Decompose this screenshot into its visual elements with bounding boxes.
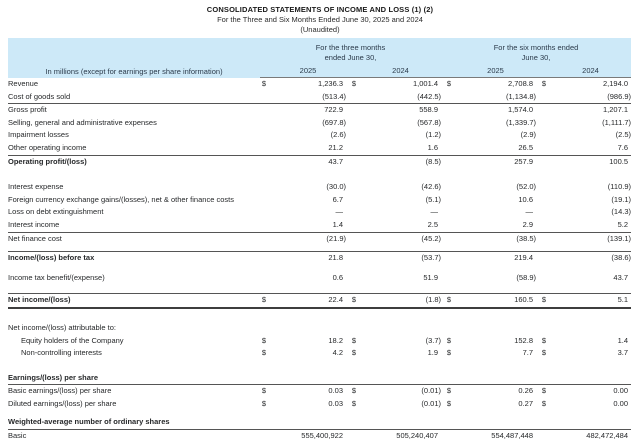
value-cell: (1.8)	[360, 294, 441, 308]
value-cell: 482,472,484	[586, 431, 629, 441]
spacer-cell	[441, 104, 455, 117]
value-cell: 554,487,448	[491, 431, 533, 441]
spacer-cell	[441, 181, 455, 194]
row-label: Income tax benefit/(expense)	[8, 272, 105, 282]
spacer-cell	[441, 206, 455, 219]
spacer-cell	[346, 129, 360, 142]
spacer-cell	[536, 181, 550, 194]
row-label: Cost of goods sold	[8, 91, 260, 104]
spacer-cell	[260, 104, 270, 117]
dollar-sign: $	[441, 294, 455, 308]
value-cell: 0.26	[518, 386, 533, 396]
spacer-row	[8, 265, 631, 272]
table-row	[8, 91, 631, 104]
spacer-cell	[536, 430, 550, 443]
table-row	[8, 398, 631, 411]
row-label: Gross profit	[8, 105, 47, 115]
spacer-cell	[260, 219, 270, 232]
dollar-sign: $	[346, 294, 360, 308]
three-months-group-header	[260, 38, 441, 64]
dollar-sign: $	[541, 348, 546, 358]
dollar-sign: $	[351, 79, 356, 88]
value-cell: (2.6)	[330, 130, 346, 140]
table-row	[8, 142, 631, 155]
spacer-cell	[346, 206, 360, 219]
dollar-sign: $	[446, 398, 451, 408]
spacer-cell	[536, 117, 550, 130]
value-cell: 2,708.8	[507, 79, 533, 88]
table-row	[8, 155, 631, 168]
value-cell: (5.1)	[425, 194, 441, 204]
table-row	[8, 430, 631, 443]
value-cell: 1.9	[427, 348, 438, 358]
spacer-cell	[441, 142, 455, 155]
spacer-cell	[441, 155, 455, 168]
spacer-cell	[346, 232, 360, 245]
table-row	[8, 194, 631, 207]
dollar-sign: $	[261, 79, 266, 88]
dollar-sign: $	[261, 335, 266, 345]
spacer-cell	[8, 360, 631, 372]
spacer-cell	[346, 219, 360, 232]
row-label: Net finance cost	[8, 233, 62, 243]
spacer-cell	[536, 194, 550, 207]
spacer-cell	[346, 64, 360, 78]
value-cell: 558.9	[419, 105, 438, 115]
value-cell: (19.1)	[611, 194, 632, 204]
value-cell: 722.9	[324, 105, 343, 115]
value-cell: 1.6	[360, 142, 441, 155]
value-cell: 2.5	[360, 219, 441, 232]
spacer-cell	[536, 104, 550, 117]
spacer-cell	[260, 91, 270, 104]
units-label: In millions (except for earnings per share information)	[8, 38, 260, 78]
value-cell: 100.5	[609, 156, 629, 166]
spacer-cell	[260, 206, 270, 219]
table-row	[8, 117, 631, 130]
income-statement-table	[8, 38, 631, 443]
spacer-cell	[346, 194, 360, 207]
table-row	[8, 335, 631, 348]
dollar-sign: $	[261, 398, 266, 408]
value-cell: —	[335, 207, 343, 217]
spacer-cell	[441, 91, 455, 104]
spacer-cell	[260, 142, 270, 155]
three-months-line1: For the three months	[315, 43, 386, 52]
value-cell: 43.7	[328, 156, 343, 166]
dollar-sign: $	[541, 335, 546, 345]
value-cell: 505,240,407	[396, 431, 438, 441]
spacer-cell	[441, 272, 455, 285]
row-label: Loss on debt extinguishment	[8, 207, 104, 217]
value-cell: (38.5)	[516, 233, 536, 243]
spacer-cell	[346, 430, 360, 443]
value-cell: (8.5)	[425, 156, 441, 166]
dollar-sign: $	[541, 79, 546, 88]
value-cell: (513.4)	[270, 91, 346, 104]
spacer-cell	[441, 129, 455, 142]
value-cell: 7.6	[550, 142, 631, 155]
spacer-cell	[260, 272, 270, 285]
row-label: Earnings/(loss) per share	[8, 372, 631, 385]
six-months-line1: For the six months ended	[493, 43, 579, 52]
spacer-cell	[536, 272, 550, 285]
value-cell: 0.6	[332, 272, 343, 282]
value-cell: 555,400,922	[301, 431, 343, 441]
row-label: Basic earnings/(loss) per share	[8, 386, 112, 396]
value-cell: (52.0)	[516, 182, 536, 192]
spacer-cell	[260, 252, 270, 265]
column-header-3mo-2025: 2025	[270, 64, 346, 78]
spacer-row	[8, 168, 631, 181]
table-row	[8, 104, 631, 117]
value-cell: (697.8)	[322, 117, 346, 127]
dollar-sign: $	[351, 398, 356, 408]
dollar-sign: $	[351, 348, 356, 358]
row-label: Selling, general and administrative expenses	[8, 117, 157, 127]
value-cell: 7.7	[522, 348, 533, 358]
value-cell: 10.6	[518, 194, 533, 204]
value-cell: 6.7	[332, 194, 343, 204]
value-cell: 22.4	[270, 294, 346, 308]
row-label: Other operating income	[8, 142, 260, 155]
spacer-row	[8, 308, 631, 322]
value-cell: (442.5)	[360, 91, 441, 104]
table-row	[8, 294, 631, 308]
value-cell: 0.03	[328, 398, 343, 408]
spacer-cell	[346, 272, 360, 285]
spacer-cell	[260, 155, 270, 168]
value-cell: 1.4	[617, 335, 629, 345]
unaudited-note: (Unaudited)	[300, 25, 340, 34]
spacer-cell	[260, 129, 270, 142]
value-cell: (110.9)	[607, 182, 632, 192]
value-cell: 257.9	[514, 156, 533, 166]
page-subtitle: For the Three and Six Months Ended June 30, 2025 and 2024	[217, 15, 423, 24]
row-label: Income/(loss) before tax	[8, 252, 260, 265]
table-row	[8, 272, 631, 285]
value-cell: (58.9)	[516, 272, 536, 282]
value-cell: 5.2	[550, 219, 631, 232]
period-group-row	[8, 38, 631, 64]
spacer-cell	[441, 64, 455, 78]
spacer-cell	[441, 219, 455, 232]
value-cell: 1,236.3	[317, 79, 343, 88]
spacer-cell	[346, 252, 360, 265]
value-cell: (42.6)	[421, 182, 441, 192]
value-cell: (14.3)	[611, 207, 632, 217]
table-row	[8, 416, 631, 429]
page-title: CONSOLIDATED STATEMENTS OF INCOME AND LOSS (1) (2)	[206, 5, 434, 14]
row-label: Non-controlling interests	[21, 348, 102, 358]
spacer-cell	[441, 430, 455, 443]
spacer-cell	[536, 155, 550, 168]
spacer-cell	[536, 219, 550, 232]
value-cell: 152.8	[514, 335, 533, 345]
value-cell: (567.8)	[417, 117, 441, 127]
value-cell: 0.27	[518, 398, 533, 408]
spacer-cell	[441, 232, 455, 245]
title-block	[0, 0, 640, 35]
value-cell: 2,194.0	[602, 79, 629, 88]
spacer-cell	[260, 181, 270, 194]
value-cell: 160.5	[455, 294, 536, 308]
spacer-cell	[441, 252, 455, 265]
value-cell: 219.4	[455, 252, 536, 265]
value-cell: —	[430, 207, 438, 217]
spacer-cell	[346, 104, 360, 117]
dollar-sign: $	[260, 294, 270, 308]
value-cell: 51.9	[423, 272, 438, 282]
table-row	[8, 232, 631, 245]
value-cell: (30.0)	[326, 182, 346, 192]
dollar-sign: $	[351, 386, 356, 396]
dollar-sign: $	[351, 335, 356, 345]
value-cell: (21.9)	[326, 233, 346, 243]
value-cell: (139.1)	[607, 233, 632, 243]
value-cell: (1,134.8)	[455, 91, 536, 104]
row-label: Weighted-average number of ordinary shares	[8, 416, 631, 429]
row-label: Net income/(loss)	[8, 294, 260, 308]
table-row	[8, 129, 631, 142]
table-row	[8, 78, 631, 91]
six-months-group-header	[441, 38, 631, 64]
spacer-cell	[536, 64, 550, 78]
spacer-cell	[260, 430, 270, 443]
value-cell: 21.2	[270, 142, 346, 155]
table-row	[8, 347, 631, 360]
spacer-cell	[346, 117, 360, 130]
value-cell: (3.7)	[425, 335, 441, 345]
six-months-line2: June 30,	[521, 53, 551, 62]
spacer-cell	[8, 308, 631, 322]
spacer-cell	[346, 91, 360, 104]
value-cell: 0.00	[613, 398, 629, 408]
spacer-cell	[536, 91, 550, 104]
value-cell: 18.2	[328, 335, 343, 345]
value-cell: 1.4	[270, 219, 346, 232]
dollar-sign: $	[446, 386, 451, 396]
table-header	[8, 38, 631, 78]
row-label: Interest expense	[8, 182, 64, 192]
spacer-cell	[8, 265, 631, 272]
spacer-cell	[260, 194, 270, 207]
row-label: Foreign currency exchange gains/(losses), net & other finance costs	[8, 194, 234, 204]
three-months-line2: ended June 30,	[324, 53, 377, 62]
spacer-cell	[8, 284, 631, 294]
value-cell: (1,339.7)	[505, 117, 536, 127]
value-cell: (986.9)	[550, 91, 631, 104]
spacer-cell	[536, 252, 550, 265]
spacer-cell	[536, 232, 550, 245]
table-row	[8, 322, 631, 335]
table-row	[8, 385, 631, 398]
row-label: Impairment losses	[8, 130, 69, 140]
spacer-cell	[260, 117, 270, 130]
value-cell: 5.1	[550, 294, 631, 308]
spacer-cell	[536, 129, 550, 142]
row-label: Equity holders of the Company	[21, 335, 124, 345]
dollar-sign: $	[261, 348, 266, 358]
value-cell: 0.00	[613, 386, 629, 396]
row-label: Operating profit/(loss)	[8, 156, 87, 166]
value-cell: (38.6)	[550, 252, 631, 265]
dollar-sign: $	[541, 398, 546, 408]
value-cell: 26.5	[455, 142, 536, 155]
value-cell: (0.01)	[421, 398, 441, 408]
dollar-sign: $	[446, 348, 451, 358]
value-cell: 1,207.1	[602, 105, 629, 115]
value-cell: (1.2)	[425, 130, 441, 140]
spacer-row	[8, 360, 631, 372]
value-cell: —	[525, 207, 533, 217]
value-cell: 2.9	[455, 219, 536, 232]
row-label: Interest income	[8, 219, 260, 232]
spacer-cell	[346, 155, 360, 168]
dollar-sign: $	[446, 79, 451, 88]
value-cell: (45.2)	[421, 233, 441, 243]
row-label: Revenue	[8, 78, 39, 88]
value-cell: 1,001.4	[412, 79, 438, 88]
dollar-sign: $	[541, 386, 546, 396]
spacer-cell	[8, 168, 631, 181]
spacer-cell	[441, 194, 455, 207]
column-header-6mo-2025: 2025	[455, 64, 536, 78]
value-cell: (53.7)	[360, 252, 441, 265]
column-header-3mo-2024: 2024	[360, 64, 441, 78]
spacer-cell	[260, 232, 270, 245]
spacer-cell	[346, 181, 360, 194]
column-header-6mo-2024: 2024	[550, 64, 631, 78]
value-cell: (1,111.7)	[602, 117, 632, 127]
dollar-sign: $	[536, 294, 550, 308]
spacer-cell	[536, 206, 550, 219]
table-row	[8, 219, 631, 232]
value-cell: 1,574.0	[507, 105, 533, 115]
value-cell: (2.9)	[520, 130, 536, 140]
value-cell: 43.7	[613, 272, 629, 282]
spacer-cell	[441, 117, 455, 130]
row-label: Net income/(loss) attributable to:	[8, 322, 116, 332]
dollar-sign: $	[446, 335, 451, 345]
table-body	[8, 78, 631, 443]
value-cell: 21.8	[270, 252, 346, 265]
value-cell: (2.5)	[615, 130, 632, 140]
value-cell: 4.2	[332, 348, 343, 358]
row-label: Diluted earnings/(loss) per share	[8, 398, 117, 408]
value-cell: 0.03	[328, 386, 343, 396]
table-row	[8, 181, 631, 194]
value-cell: (0.01)	[421, 386, 441, 396]
table-row	[8, 206, 631, 219]
dollar-sign: $	[261, 386, 266, 396]
spacer-cell	[260, 64, 270, 78]
spacer-cell	[536, 142, 550, 155]
table-row	[8, 372, 631, 385]
spacer-cell	[346, 142, 360, 155]
table-row	[8, 252, 631, 265]
row-label: Basic	[8, 431, 27, 441]
value-cell: 3.7	[617, 348, 629, 358]
spacer-row	[8, 284, 631, 294]
